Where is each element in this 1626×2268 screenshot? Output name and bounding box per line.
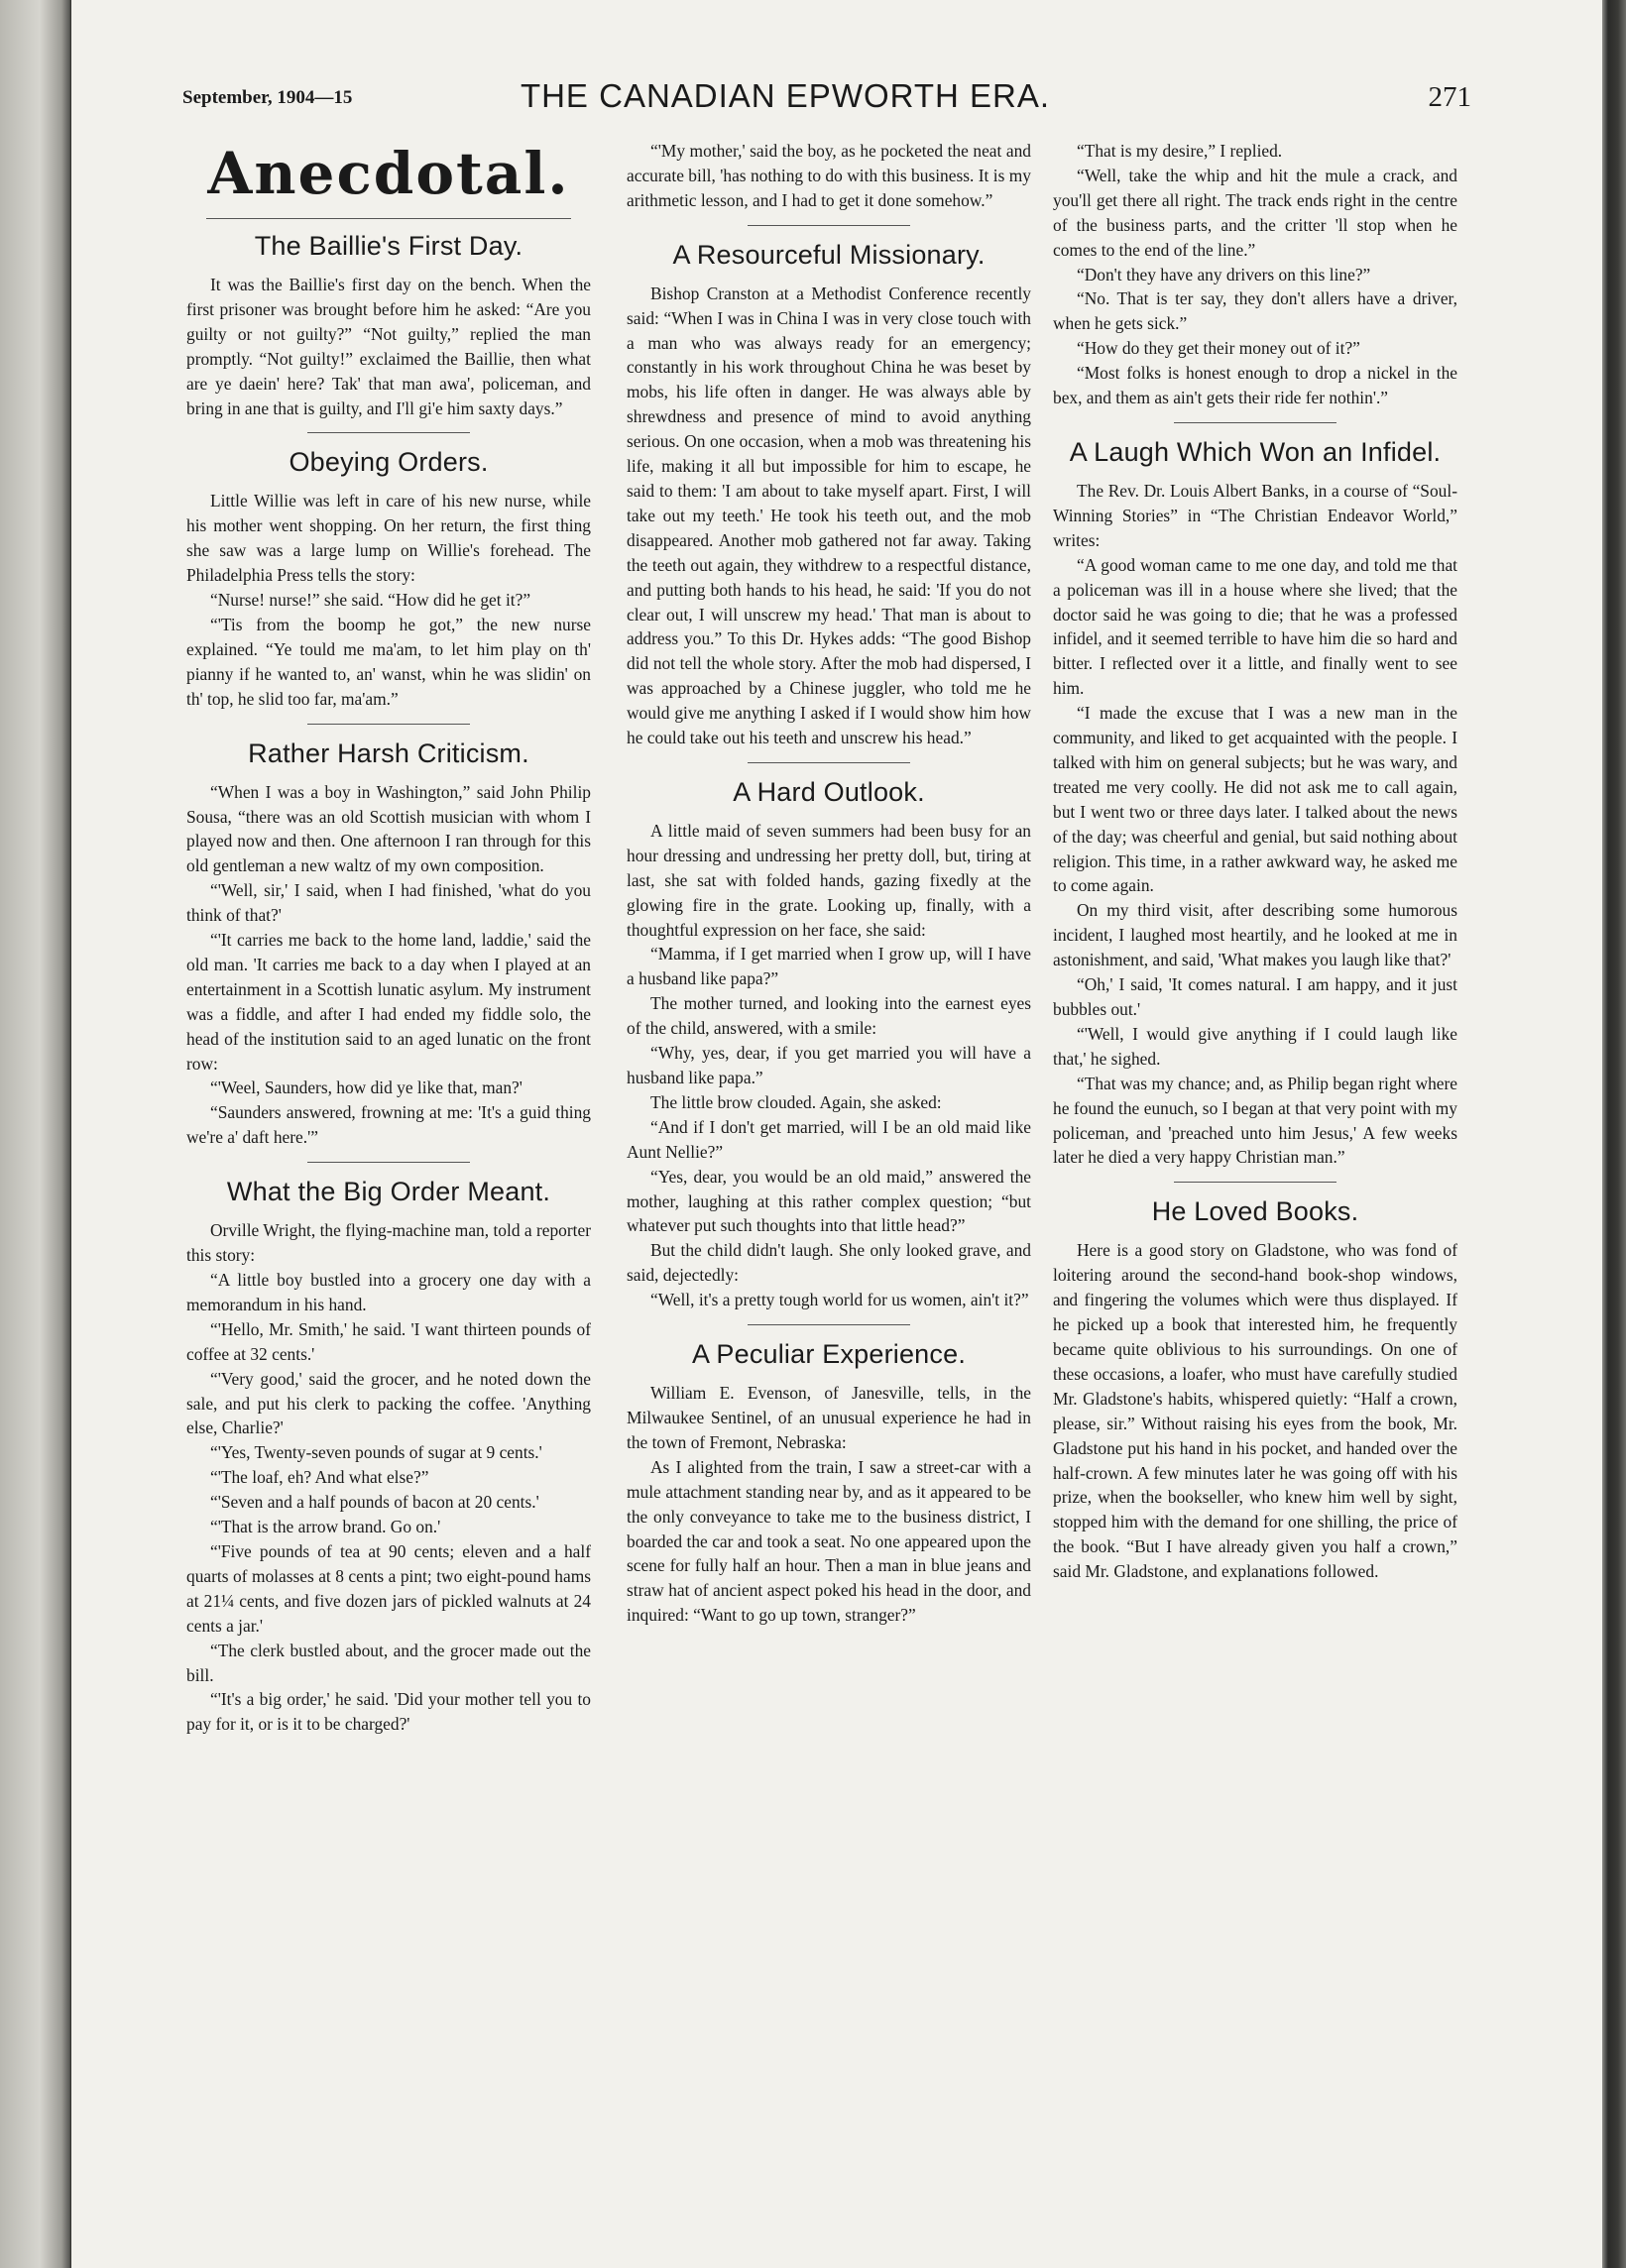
article-title: A Hard Outlook.: [733, 776, 925, 807]
paragraph: Little Willie was left in care of his new nurse, while his mother went shopping. On her return, the first thing she saw was a large lump on Willie's forehead. The Philadelphia Press tells the story:: [186, 491, 591, 586]
paragraph: Here is a good story on Gladstone, who was fond of loitering around the second-hand book-shop windows, and fingering the volumes which were thus displayed. If he picked up a book that interested him, he frequently became quite oblivious to his surroundings. On one of these occasions, a loafer, who must have carefully studied Mr. Gladstone's habits, whispered quietly: “Half a crown, please, sir.” Without raising his eyes from the book, Mr. Gladstone put his hand in his pocket, and handed over the half-crown. A few minutes later he was going off with his prize, when the bookseller, who knew him well by sight, stopped him with the demand for one shilling, the price of the book. “But I have already given you half a crown,” said Mr. Gladstone, and explanations followed.: [1053, 1240, 1457, 1582]
book-binding-left: [0, 0, 71, 2268]
article-title: A Laugh Which Won an Infidel.: [1069, 436, 1442, 467]
article-laugh-infidel: [1053, 435, 1457, 1170]
paragraph: It was the Baillie's first day on the bench. When the first prisoner was brought before him he asked: “Are you guilty or not guilty?” “Not guilty,” replied the man promptly. “Not guilty!” exclaimed the Baillie, then what are ye daein' here? Tak' that man awa', policeman, and bring in ane that is guilty, and I'll gi'e him saxty days.”: [186, 275, 591, 418]
paragraph: “'Hello, Mr. Smith,' he said. 'I want thirteen pounds of coffee at 32 cents.': [186, 1318, 591, 1364]
paragraph: A little maid of seven summers had been busy for an hour dressing and undressing her pretty doll, but, tiring at last, she sat with folded hands, gazing fixedly at the glowing fire in the grate. Looking up, finally, with a thoughtful expression on her face, she said:: [627, 820, 1031, 940]
publication-title: THE CANADIAN EPWORTH ERA.: [520, 77, 1051, 114]
paragraph: “Yes, dear, you would be an old maid,” answered the mother, laughing at this rather complex question; “but whatever put such thoughts into that little head?”: [627, 1166, 1031, 1236]
article-title: Rather Harsh Criticism.: [248, 737, 529, 768]
issue-date: September, 1904—15: [182, 87, 353, 108]
paragraph: “And if I don't get married, will I be an old maid like Aunt Nellie?”: [627, 1116, 1031, 1162]
paragraph: “I made the excuse that I was a new man in the community, and liked to get acquainted with the people. I talked with him on general subjects; but he was wary, and treated me very coolly. He did not ask me to call again, but I went two or three days later. I talked about the news of the day; was cheerful and genial, but said nothing about religion. This time, in a rather awkward way, he asked me to come again.: [1053, 703, 1457, 896]
paragraph: As I alighted from the train, I saw a street-car with a mule attachment standing near by, and as it appeared to be the only conveyance to take me to the business district, I boarded the car and took a seat. No one appeared upon the scene for fully half an hour. Then a man in blue jeans and straw hat of ancient aspect poked his head in the door, and inquired: “Want to go up town, stranger?”: [627, 1456, 1031, 1626]
paragraph: William E. Evenson, of Janesville, tells, in the Milwaukee Sentinel, of an unusual experience he had in the town of Fremont, Nebraska:: [627, 1383, 1031, 1452]
paragraph: “A good woman came to me one day, and told me that a policeman was ill in a house where she lived; that the doctor said he was going to die; that he was a professed infidel, and it seemed terrible to have him die so hard and bitter. I reflected over it a little, and finally went to see him.: [1053, 554, 1457, 699]
article-title: The Baillie's First Day.: [254, 231, 523, 261]
paragraph: “How do they get their money out of it?”: [1077, 338, 1360, 359]
paragraph: “'Tis from the boomp he got,” the new nurse explained. “Ye tould me ma'am, to let him play on th' pianny if he wanted to, an' wanst, whin he was slidin' on th' top, he slid too far, ma'am.”: [186, 614, 591, 709]
paragraph: “'Well, I would give anything if I could laugh like that,' he sighed.: [1053, 1023, 1457, 1069]
paragraph: “That was my chance; and, as Philip began right where he found the eunuch, so I began at that very point with my policeman, and 'preached unto him Jesus,' A few weeks later he died a very happy Christian man.”: [1053, 1073, 1457, 1168]
column-2: [627, 139, 1031, 2131]
divider: [748, 1324, 909, 1325]
paragraph: “Nurse! nurse!” she said. “How did he get it?”: [210, 590, 531, 611]
paragraph: But the child didn't laugh. She only looked grave, and said, dejectedly:: [627, 1240, 1031, 1286]
paragraph: “Well, it's a pretty tough world for us women, ain't it?”: [650, 1290, 1029, 1310]
paragraph: “Saunders answered, frowning at me: 'It's a guid thing we're a' daft here.'”: [186, 1102, 591, 1148]
paragraph: “Oh,' I said, 'It comes natural. I am happy, and it just bubbles out.': [1053, 974, 1457, 1019]
paragraph: The little brow clouded. Again, she asked:: [650, 1091, 942, 1112]
divider: [307, 1162, 469, 1163]
paragraph: “When I was a boy in Washington,” said John Philip Sousa, “there was an old Scottish musician with whom I played now and then. One afternoon I ran through for this old gentleman a new waltz of my own composition.: [186, 781, 591, 876]
paragraph: “Well, take the whip and hit the mule a crack, and you'll get there all right. The track ends right in the centre of the business parts, and the critter 'll stop when he comes to the end of the line.”: [1053, 165, 1457, 260]
article-hard-outlook: [627, 775, 1031, 1312]
paragraph: “That is my desire,” I replied.: [1077, 141, 1283, 161]
article-peculiar-experience: [627, 1337, 1031, 1628]
article-title: A Resourceful Missionary.: [672, 239, 986, 270]
article-title: What the Big Order Meant.: [226, 1177, 551, 1207]
paragraph: Orville Wright, the flying-machine man, told a reporter this story:: [186, 1220, 591, 1266]
article-title: He Loved Books.: [1151, 1196, 1359, 1227]
book-binding-right: [1602, 0, 1626, 2268]
divider: [748, 762, 909, 763]
paragraph: “'Weel, Saunders, how did ye like that, man?': [210, 1077, 523, 1098]
article-resourceful-missionary: [627, 238, 1031, 750]
paragraph: “'Well, sir,' I said, when I had finished, 'what do you think of that?': [186, 880, 591, 926]
paragraph: “'Very good,' said the grocer, and he noted down the sale, and put his clerk to packing the coffee. 'Anything else, Charlie?': [186, 1368, 591, 1438]
running-header: [111, 77, 1471, 121]
paragraph: “'It's a big order,' he said. 'Did your mother tell you to pay for it, or is it to be charged?': [186, 1689, 591, 1735]
divider: [1174, 422, 1336, 423]
paragraph: “No. That is ter say, they don't allers have a driver, when he gets sick.”: [1053, 288, 1457, 334]
article-big-order: [186, 1175, 591, 1737]
paragraph: “'Yes, Twenty-seven pounds of sugar at 9 cents.': [210, 1442, 542, 1463]
paragraph: “Mamma, if I get married when I grow up, will I have a husband like papa?”: [627, 944, 1031, 989]
article-loved-books: [1053, 1194, 1457, 1584]
paragraph: On my third visit, after describing some humorous incident, I laughed most heartily, and he looked at me in astonishment, and said, 'What makes you laugh like that?': [1053, 900, 1457, 970]
paragraph: “'Five pounds of tea at 90 cents; eleven and a half quarts of molasses at 8 cents a pint; two eight-pound hams at 21¼ cents, and five dozen jars of pickled walnuts at 24 cents a jar.': [186, 1540, 591, 1636]
paragraph: “'It carries me back to the home land, laddie,' said the old man. 'It carries me back to a day when I played at an entertainment in a Scottish lunatic asylum. My instrument was a fiddle, and after I had ended my fiddle solo, the head of the institution said to an aged lunatic on the front row:: [186, 930, 591, 1074]
paragraph: Bishop Cranston at a Methodist Conference recently said: “When I was in China I was in very close touch with a man who was always ready for an emergency; constantly in his work throughout China he was beset by mobs, his life often in danger. He was always able by shrewdness and presence of mind to avoid anything serious. On one occasion, when a mob was threatening his life, making it all but impossible for him to escape, he said to them: 'I am about to take myself apart. First, I will take out my teeth.' He took his teeth out, and the mob disappeared. Another mob gathered not far away. Taking the teeth out again, they withdrew to a respectful distance, and putting both hands to his head, he said: 'If you do not clear out, I will unscrew my head.' That man is about to address you.” To this Dr. Hykes adds: “The good Bishop did not tell the whole story. After the mob had dispersed, I was approached by a Chinese juggler, who told me he would give me anything I asked if I would show him how he could take out his teeth and unscrew his head.”: [627, 283, 1031, 748]
paragraph: “'That is the arrow brand. Go on.': [210, 1517, 441, 1537]
paragraph: “Don't they have any drivers on this line?”: [1077, 264, 1371, 284]
divider: [206, 218, 570, 219]
paragraph: The mother turned, and looking into the earnest eyes of the child, answered, with a smile:: [627, 993, 1031, 1039]
paragraph: “Most folks is honest enough to drop a nickel in the bex, and them as ain't gets their ride fer nothin'.”: [1053, 363, 1457, 408]
paragraph: “The clerk bustled about, and the grocer made out the bill.: [186, 1640, 591, 1685]
section-title: Anecdotal.: [207, 140, 570, 207]
article-title: Obeying Orders.: [289, 447, 489, 478]
article-title: A Peculiar Experience.: [691, 1339, 967, 1370]
paragraph: “Why, yes, dear, if you get married you will have a husband like papa.”: [627, 1043, 1031, 1087]
divider: [748, 225, 909, 226]
column-3: [1053, 139, 1457, 2131]
page-number: 271: [1428, 81, 1471, 113]
article-harsh-criticism: [186, 737, 591, 1151]
paragraph: “A little boy bustled into a grocery one day with a memorandum in his hand.: [186, 1270, 591, 1314]
paragraph: The Rev. Dr. Louis Albert Banks, in a course of “Soul-Winning Stories” in “The Christian Endeavor World,” writes:: [1053, 480, 1457, 550]
divider: [307, 724, 469, 725]
divider: [1174, 1182, 1336, 1183]
column-1: [186, 139, 591, 2131]
paragraph: “'Seven and a half pounds of bacon at 20 cents.': [210, 1492, 539, 1513]
paragraph: “'My mother,' said the boy, as he pocketed the neat and accurate bill, 'has nothing to do with this business. It is my arithmetic lesson, and I had to get it done somehow.”: [627, 141, 1031, 210]
paragraph: “'The loaf, eh? And what else?”: [210, 1467, 429, 1488]
divider: [307, 432, 469, 433]
article-baillie: [186, 229, 591, 420]
article-obeying-orders: [186, 445, 591, 711]
